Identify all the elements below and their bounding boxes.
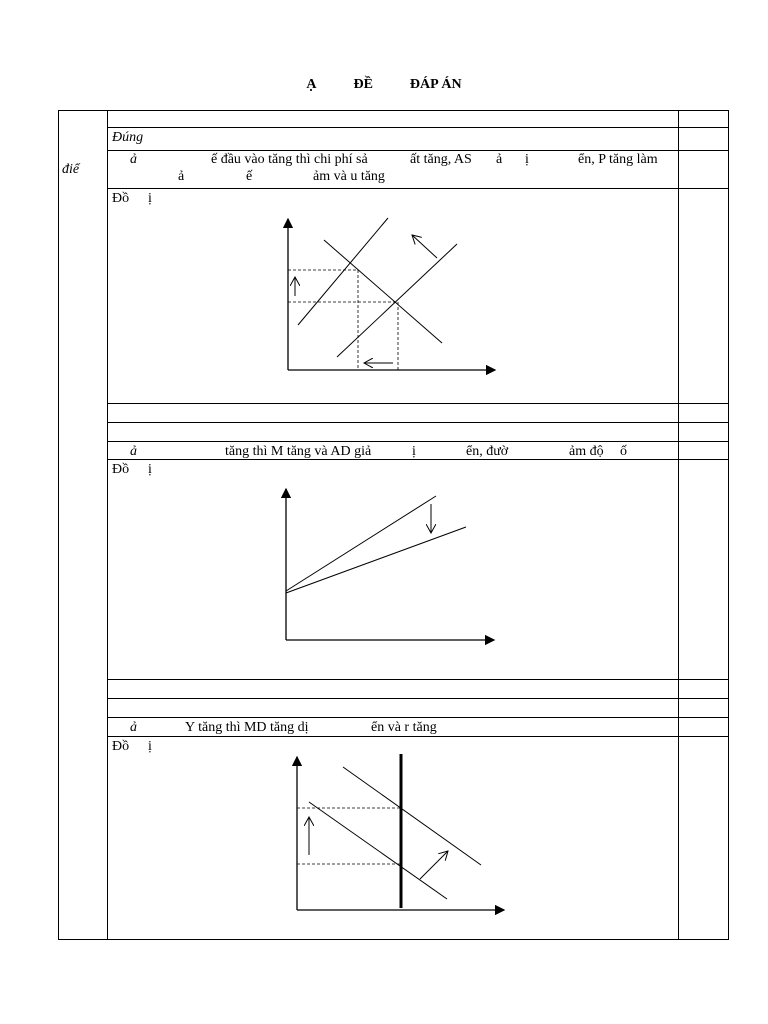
section1-text-frag: ất tăng, AS <box>410 152 472 167</box>
section2-text-frag: ển, đườ <box>466 444 509 459</box>
section2-text-frag: ố <box>620 444 627 459</box>
section2-text-frag: ị <box>412 444 416 459</box>
section3-diagram-label: ị <box>148 739 152 754</box>
section2-diagram-label: ị <box>148 462 152 477</box>
section2-text-frag: tăng thì M tăng và AD giả <box>225 444 372 459</box>
left-column-label: điể <box>62 162 80 177</box>
title-part-3: ĐÁP ÁN <box>409 77 462 92</box>
md-curve-new <box>343 767 481 865</box>
section1-text-frag: ảm và u tăng <box>313 169 385 184</box>
title-part-1: Ạ <box>306 77 317 92</box>
section1-text-frag: ả <box>496 152 503 167</box>
section3-text-frag: ển và r tăng <box>371 720 437 735</box>
section1-text-frag: ển, P tăng làm <box>578 152 658 167</box>
section1-diagram-label: ị <box>148 191 152 206</box>
section1-text-frag: ị <box>525 152 529 167</box>
md-curve-old <box>309 802 447 899</box>
md-shift-arrow <box>420 851 448 879</box>
section1-row-label: Đúng <box>112 130 144 145</box>
section1-text-frag: ả <box>178 169 185 184</box>
section1-text-frag: ế <box>246 169 253 184</box>
section2-diagram-label: Đồ <box>112 462 130 477</box>
section1-text-frag: ế đầu vào tăng thì chi phí sả <box>211 152 368 167</box>
section3-diagram-label: Đồ <box>112 739 130 754</box>
section3-text-frag: ả <box>130 720 137 735</box>
section1-text-frag: ả <box>130 152 137 167</box>
section2-text-frag: ả <box>130 444 137 459</box>
title-part-2: ĐỀ <box>353 77 373 92</box>
section1-diagram-label: Đồ <box>112 191 130 206</box>
section2-text-frag: ảm độ <box>569 444 604 459</box>
section3-text-frag: Y tăng thì MD tăng dị <box>185 720 309 735</box>
